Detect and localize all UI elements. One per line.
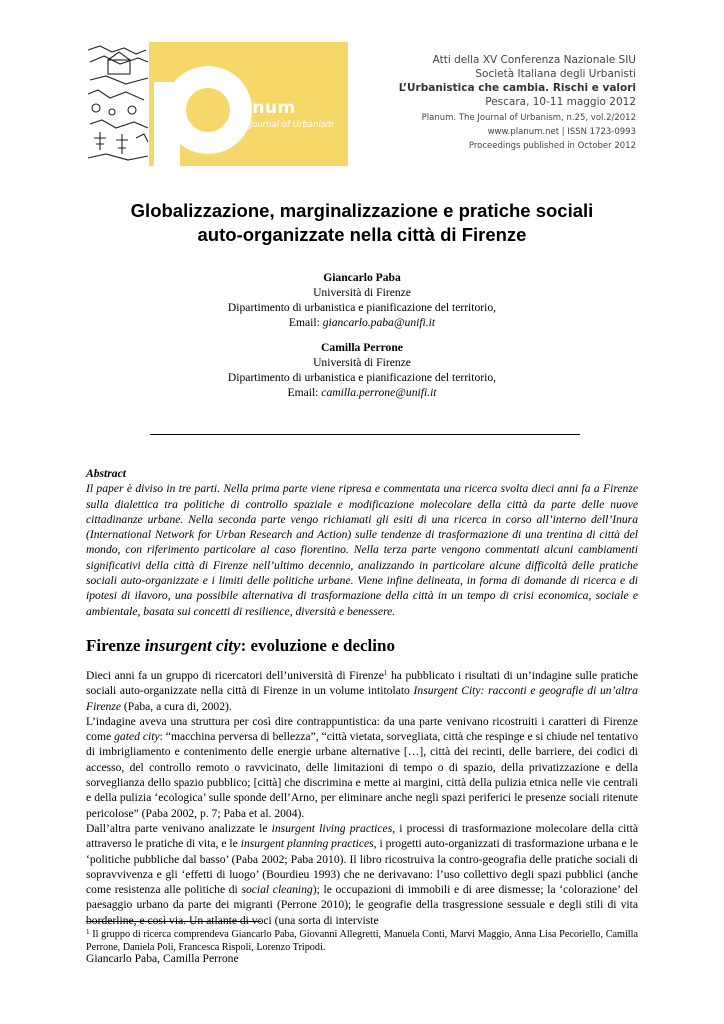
header-society: Società Italiana degli Urbanisti	[475, 68, 636, 80]
planum-wordmark: lanum	[234, 98, 296, 118]
header-location-date: Pescara, 10-11 maggio 2012	[485, 96, 636, 108]
author-university: Università di Firenze	[313, 356, 411, 369]
author-name: Camilla Perrone	[321, 341, 403, 354]
paragraph-1: Dieci anni fa un gruppo di ricercatori dell’università di Firenze$^1$ ha pubblicato i risultati di un’indagine sulle pratiche sociali auto-organizzate nella città di Firenze in un volume intitolato Insurgent City: racconti e geografie di un’altra Firenze (Paba, a cura di, 2002).	[86, 669, 638, 713]
author-email[interactable]: camilla.perrone@unifi.it	[321, 386, 437, 399]
header-conference: Atti della XV Conferenza Nazionale SIU	[432, 54, 636, 66]
page-footer: Giancarlo Paba, Camilla Perrone	[86, 952, 239, 965]
paragraph-3: Dall’altra parte venivano analizzate le insurgent living practices, i processi di trasformazione molecolare della città attraverso le pratiche di vita, e le insurgent planning practices, i progetti auto-organizzati di trasformazione urbana e le ‘politiche pubbliche dal basso’ (Paba 2002; Paba 2010). Il libro ricostruiva la contro-geografia delle pratiche sociali di sopravvivenza e gli ‘effetti di luogo’ (Bourdieu 1993) che ne derivavano: l’uso collettivo degli spazi pubblici (anche come resistenza alle politiche di social cleaning); le occupazioni di immobili e di aree dismesse; la ‘colorazione’ del paesaggio urbano da parte dei migranti (Perrone 2010); le geografie della trasgressione sessuale e degli stili di vita borderline, e così via. Un atlante di voci (una sorta di interviste	[86, 821, 639, 927]
author-university: Università di Firenze	[313, 286, 411, 299]
paper-title	[60, 199, 664, 247]
footnote-separator	[86, 921, 261, 922]
abstract-heading: Abstract	[86, 467, 126, 480]
header-proceedings: Proceedings published in October 2012	[468, 141, 636, 151]
footnote-text: Il gruppo di ricerca comprendeva Giancarlo Paba, Giovanni Allegretti, Manuela Conti, Marvi Maggio, Anna Lisa Pecoriello, Camilla Perrone, Daniela Poli, Francesca Rispoli, Lorenzo Tripodi.	[86, 929, 638, 953]
paper-title-line-2: auto-organizzate nella città di Firenze	[197, 224, 527, 245]
paragraph-2: L’indagine aveva una struttura per così dire contrappuntistica: da una parte venivano ricostruiti i caratteri di Firenze come gated city: “macchina perversa di bellezza”, “città vietata, sorvegliata, città che respinge e si chiude nel tentativo di imbrigliamento e contenimento delle energie urbane alternative […], città dei recinti, delle barriere, dei codici di accesso, del controllo remoto o ravvicinato, delle limitazioni di tempo o di spazio, della privatizzazione e della sorveglianza dello spazio pubblico; [città] che discrimina e mette ai margini, città della pulizia etnica nelle vie centrali e della pulizia ‘ecologica’ sulle sponde dell’Arno, per eliminare anche negli spazi periferici le presenze sociali ritenute pericolose” (Paba 2002, p. 7; Paba et al. 2004).	[86, 714, 638, 820]
author-email-line: Email: giancarlo.paba@unifi.it	[288, 316, 436, 329]
header-journal: Planum. The Journal of Urbanism, n.25, vol.2/2012	[421, 113, 636, 123]
abstract-text: Il paper è diviso in tre parti. Nella prima parte viene ripresa e commentata una ricerca svolta dieci anni fa a Firenze sulla dialettica tra politiche di controllo spaziale e modificazione molecolare della città da parte delle nuove cittadinanze urbane. Nella seconda parte vengo richiamati gli esiti di una ricerca in corso all’interno dell’Inura (International Network for Urban Research and Action) sulle tendenze di trasformazione di una trentina di città del mondo, con riferimento particolare al caso fiorentino. Nella terza parte vengono commentati alcuni cambiamenti significativi della città di Firenze nell’ultimo decennio, analizzando in particolare alcune difficoltà delle pratiche sociali auto-organizzate e i limiti delle politiche urbane. Viene infine delineata, in forma di domande di ricerca e di ipotesi di ilavoro, una possibile alternativa di trasformazione della città in un tempo di crisi economica, sociale e ambientale, basata sui concetti di resilience, diversità e benessere.	[86, 482, 638, 618]
separator-line	[150, 434, 580, 435]
footnote	[86, 928, 638, 954]
abstract	[86, 466, 638, 619]
author-block-1	[100, 270, 624, 330]
planum-subtitle: The Journal of Urbanism	[231, 120, 334, 130]
author-name: Giancarlo Paba	[323, 271, 401, 284]
section-title: Firenze insurgent city: evoluzione e declino	[86, 636, 395, 655]
header-theme: L’Urbanistica che cambia. Rischi e valori	[398, 82, 636, 94]
footnote-ref[interactable]: 1	[383, 669, 388, 677]
paper-title-line-1: Globalizzazione, marginalizzazione e pratiche sociali	[130, 200, 594, 221]
author-department: Dipartimento di urbanistica e pianificazione del territorio,	[227, 371, 497, 384]
header-issn[interactable]: www.planum.net | ISSN 1723-0993	[487, 127, 636, 137]
footnote-number: 1	[86, 928, 90, 936]
city-sketch-illustration	[86, 42, 149, 166]
author-email-line: Email: camilla.perrone@unifi.it	[287, 386, 437, 399]
body-text	[86, 668, 638, 928]
author-block-2	[100, 340, 624, 400]
author-email[interactable]: giancarlo.paba@unifi.it	[322, 316, 436, 329]
author-department: Dipartimento di urbanistica e pianificazione del territorio,	[227, 301, 497, 314]
